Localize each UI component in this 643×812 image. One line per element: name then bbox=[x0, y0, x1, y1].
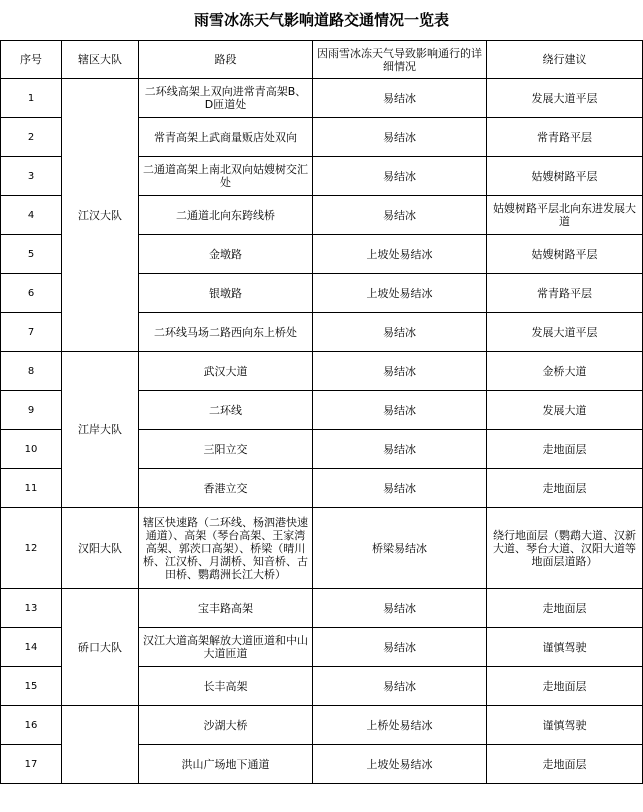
cell-seq: 9 bbox=[1, 391, 62, 430]
cell-condition: 易结冰 bbox=[313, 469, 487, 508]
cell-detour: 姑嫂树路平层北向东进发展大道 bbox=[487, 196, 643, 235]
cell-road: 沙湖大桥 bbox=[139, 706, 313, 745]
cell-road: 武汉大道 bbox=[139, 352, 313, 391]
cell-seq: 6 bbox=[1, 274, 62, 313]
cell-seq: 8 bbox=[1, 352, 62, 391]
cell-detour: 绕行地面层（鹦鹉大道、汉新大道、琴台大道、汉阳大道等地面层道路） bbox=[487, 508, 643, 589]
header-detour: 绕行建议 bbox=[487, 41, 643, 79]
cell-seq: 11 bbox=[1, 469, 62, 508]
header-condition: 因雨雪冰冻天气导致影响通行的详细情况 bbox=[313, 41, 487, 79]
cell-detour: 走地面层 bbox=[487, 667, 643, 706]
cell-seq: 2 bbox=[1, 118, 62, 157]
cell-condition: 易结冰 bbox=[313, 157, 487, 196]
cell-seq: 16 bbox=[1, 706, 62, 745]
header-district: 辖区大队 bbox=[62, 41, 139, 79]
cell-district: 江汉大队 bbox=[62, 79, 139, 352]
cell-condition: 易结冰 bbox=[313, 628, 487, 667]
cell-detour: 发展大道平层 bbox=[487, 313, 643, 352]
cell-seq: 15 bbox=[1, 667, 62, 706]
cell-road: 银墩路 bbox=[139, 274, 313, 313]
cell-condition: 易结冰 bbox=[313, 118, 487, 157]
cell-road: 长丰高架 bbox=[139, 667, 313, 706]
cell-district: 江岸大队 bbox=[62, 352, 139, 508]
table-row bbox=[1, 589, 643, 628]
cell-road: 香港立交 bbox=[139, 469, 313, 508]
cell-detour: 谨慎驾驶 bbox=[487, 706, 643, 745]
cell-detour: 走地面层 bbox=[487, 469, 643, 508]
table-row bbox=[1, 352, 643, 391]
table-row bbox=[1, 706, 643, 745]
cell-condition: 桥梁易结冰 bbox=[313, 508, 487, 589]
cell-road: 汉江大道高架解放大道匝道和中山大道匝道 bbox=[139, 628, 313, 667]
cell-road: 二通道高架上南北双向姑嫂树交汇处 bbox=[139, 157, 313, 196]
cell-district: 硚口大队 bbox=[62, 589, 139, 706]
traffic-table bbox=[0, 40, 643, 784]
cell-detour: 常青路平层 bbox=[487, 118, 643, 157]
cell-condition: 易结冰 bbox=[313, 430, 487, 469]
cell-detour: 常青路平层 bbox=[487, 274, 643, 313]
cell-seq: 5 bbox=[1, 235, 62, 274]
cell-condition: 易结冰 bbox=[313, 196, 487, 235]
cell-detour: 姑嫂树路平层 bbox=[487, 235, 643, 274]
header-road: 路段 bbox=[139, 41, 313, 79]
cell-condition: 上桥处易结冰 bbox=[313, 706, 487, 745]
cell-seq: 1 bbox=[1, 79, 62, 118]
cell-road: 二环线 bbox=[139, 391, 313, 430]
cell-condition: 易结冰 bbox=[313, 79, 487, 118]
cell-seq: 14 bbox=[1, 628, 62, 667]
cell-condition: 上坡处易结冰 bbox=[313, 274, 487, 313]
cell-detour: 金桥大道 bbox=[487, 352, 643, 391]
cell-seq: 10 bbox=[1, 430, 62, 469]
cell-seq: 7 bbox=[1, 313, 62, 352]
cell-condition: 易结冰 bbox=[313, 667, 487, 706]
cell-road: 辖区快速路（二环线、杨泗港快速通道）、高架（琴台高架、王家湾高架、郭茨口高架）、桥梁（晴川桥、江汉桥、月湖桥、知音桥、古田桥、鹦鹉洲长江大桥） bbox=[139, 508, 313, 589]
cell-road: 三阳立交 bbox=[139, 430, 313, 469]
cell-seq: 4 bbox=[1, 196, 62, 235]
cell-seq: 12 bbox=[1, 508, 62, 589]
cell-detour: 走地面层 bbox=[487, 430, 643, 469]
cell-condition: 易结冰 bbox=[313, 589, 487, 628]
header-seq: 序号 bbox=[1, 41, 62, 79]
cell-road: 二环线马场二路西向东上桥处 bbox=[139, 313, 313, 352]
cell-detour: 发展大道 bbox=[487, 391, 643, 430]
cell-road: 洪山广场地下通道 bbox=[139, 745, 313, 784]
table-row bbox=[1, 79, 643, 118]
cell-district: 汉阳大队 bbox=[62, 508, 139, 589]
cell-detour: 走地面层 bbox=[487, 745, 643, 784]
cell-road: 宝丰路高架 bbox=[139, 589, 313, 628]
header-row bbox=[1, 41, 643, 79]
cell-seq: 17 bbox=[1, 745, 62, 784]
cell-condition: 易结冰 bbox=[313, 391, 487, 430]
cell-detour: 走地面层 bbox=[487, 589, 643, 628]
cell-district bbox=[62, 706, 139, 784]
cell-detour: 姑嫂树路平层 bbox=[487, 157, 643, 196]
cell-road: 金墩路 bbox=[139, 235, 313, 274]
sheet-title: 雨雪冰冻天气影响道路交通情况一览表 bbox=[193, 11, 449, 29]
cell-detour: 发展大道平层 bbox=[487, 79, 643, 118]
cell-seq: 3 bbox=[1, 157, 62, 196]
cell-road: 二通道北向东跨线桥 bbox=[139, 196, 313, 235]
cell-condition: 易结冰 bbox=[313, 352, 487, 391]
cell-detour: 谨慎驾驶 bbox=[487, 628, 643, 667]
cell-seq: 13 bbox=[1, 589, 62, 628]
cell-condition: 上坡处易结冰 bbox=[313, 235, 487, 274]
table-row bbox=[1, 508, 643, 589]
cell-condition: 易结冰 bbox=[313, 313, 487, 352]
cell-road: 常青高架上武商量贩店处双向 bbox=[139, 118, 313, 157]
cell-condition: 上坡处易结冰 bbox=[313, 745, 487, 784]
cell-road: 二环线高架上双向进常青高架B、D匝道处 bbox=[139, 79, 313, 118]
